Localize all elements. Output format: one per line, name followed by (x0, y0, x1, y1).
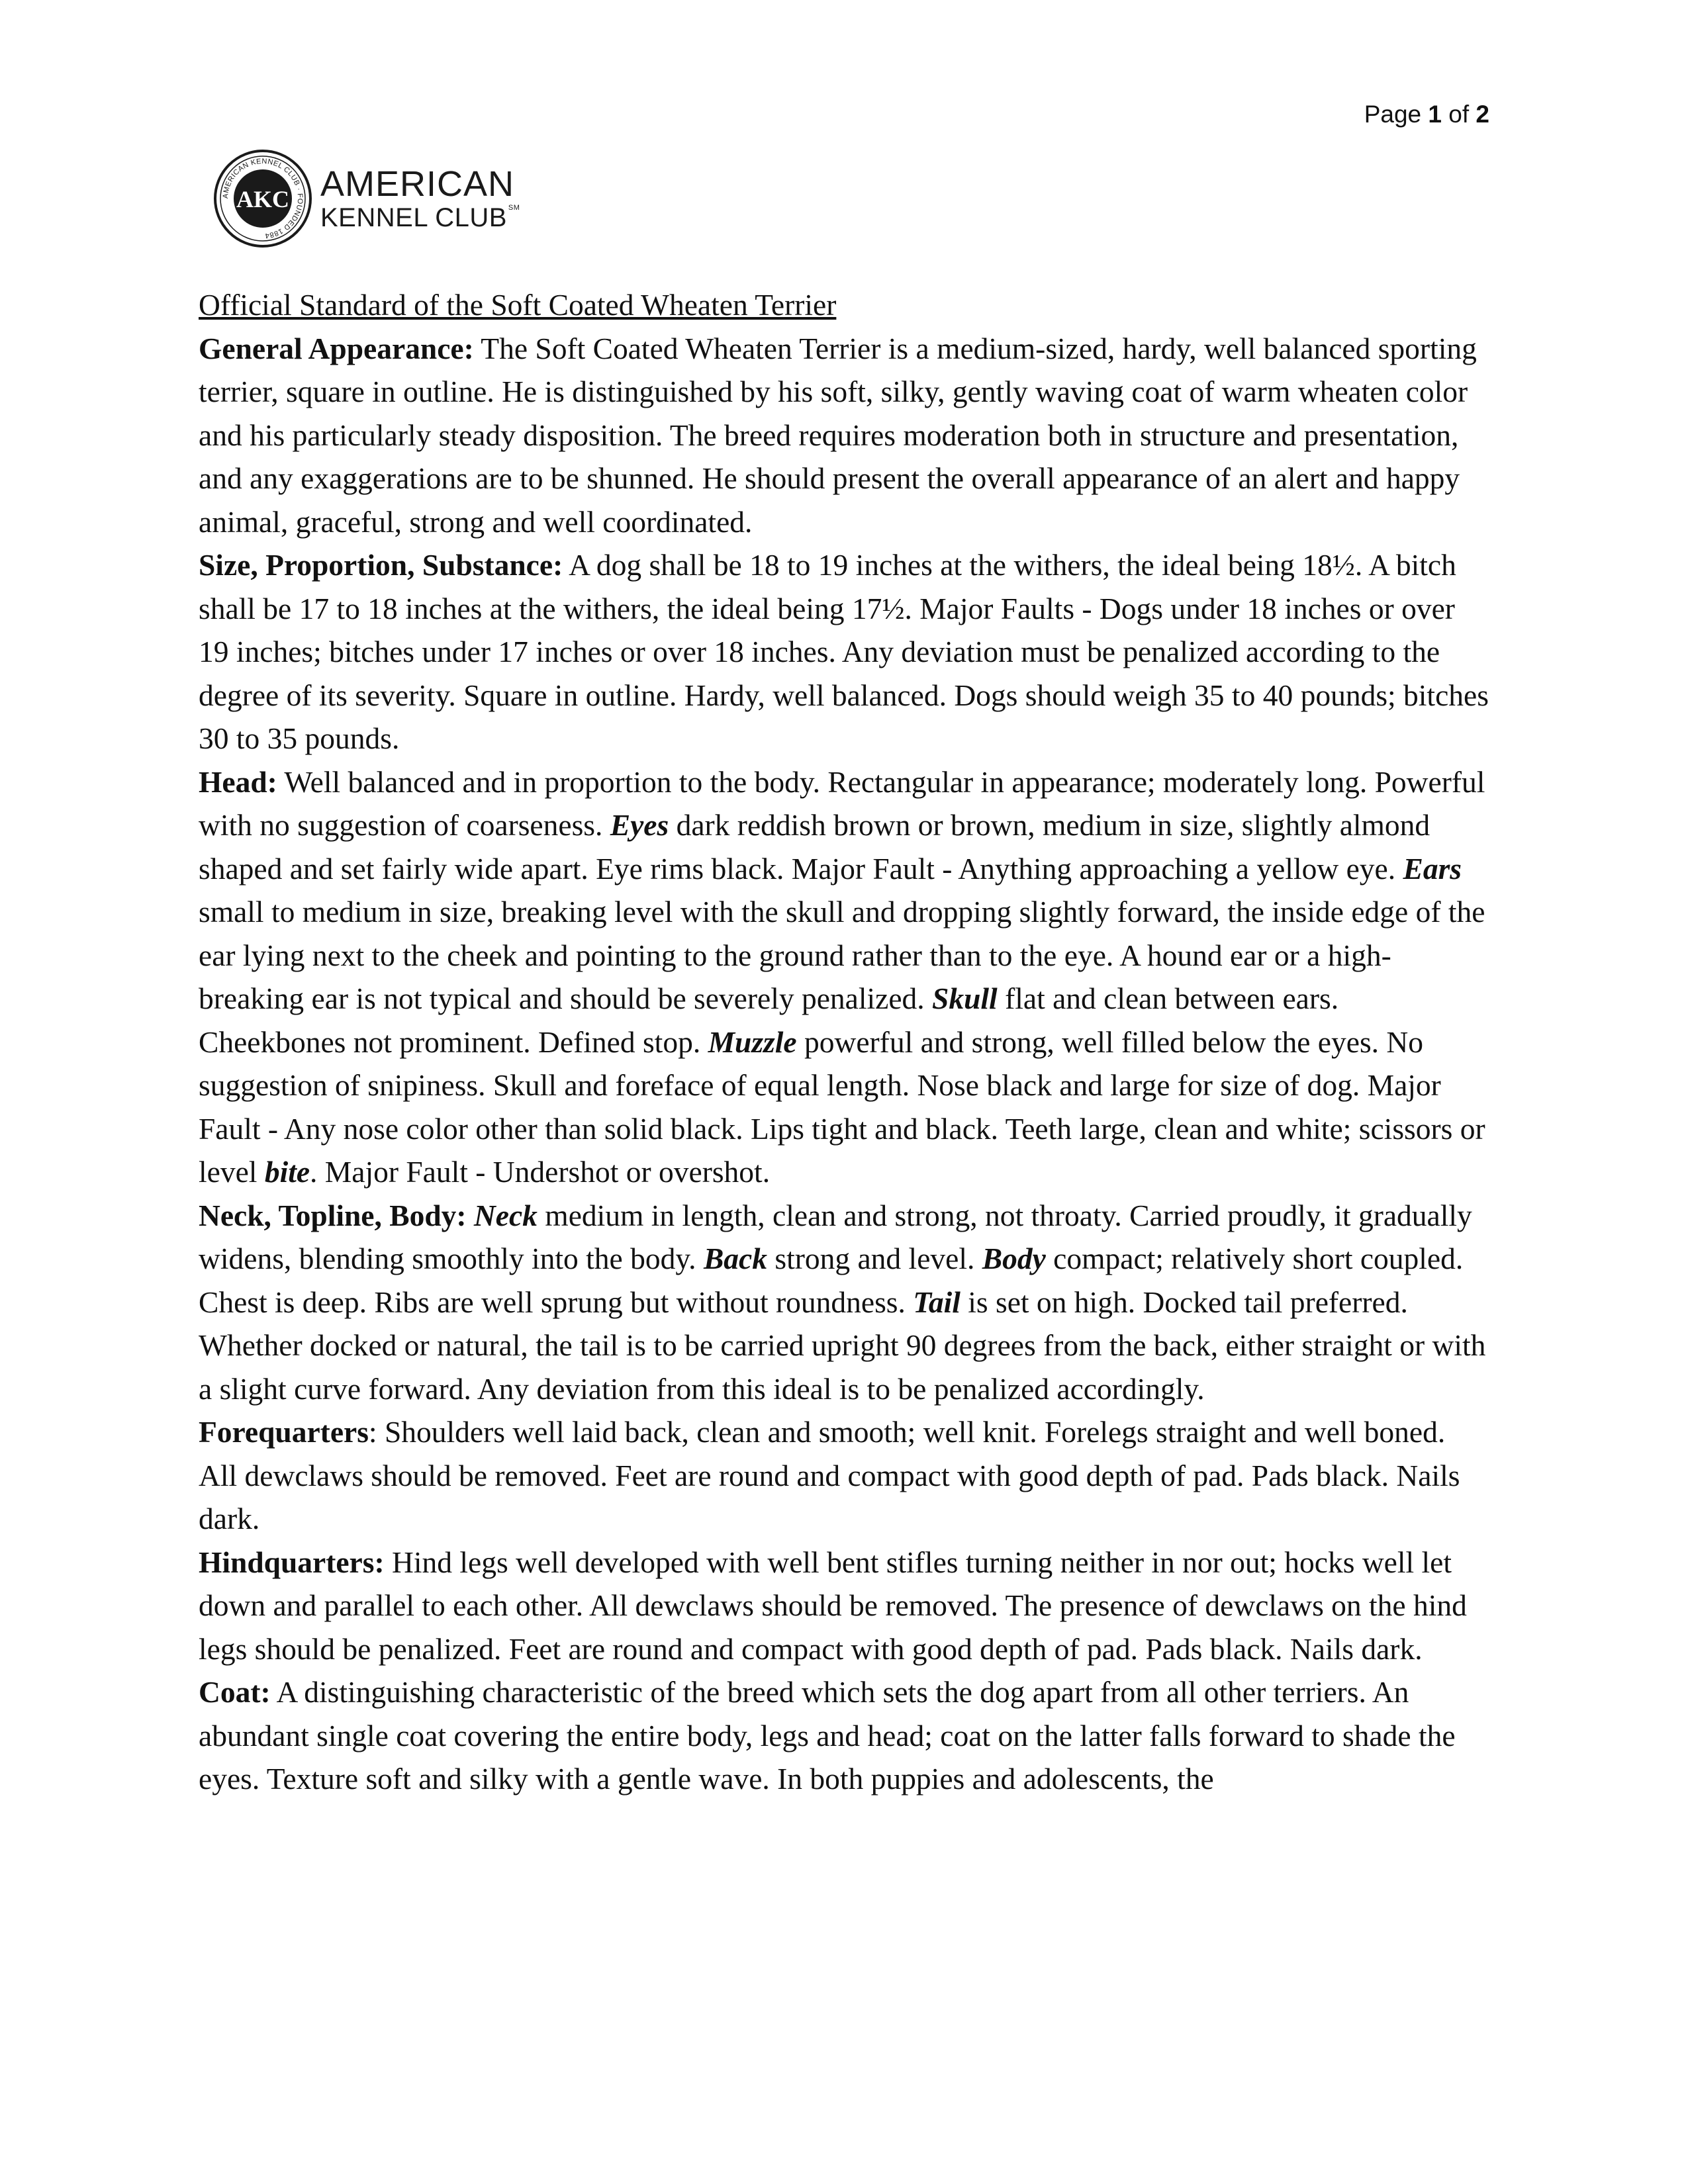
section-heading: Coat: (199, 1675, 271, 1709)
section-heading: Neck, Topline, Body: (199, 1198, 467, 1232)
section-size-proportion-substance: Size, Proportion, Substance: A dog shall be 18 to 19 inches at the withers, the ideal being 18½. A bitch shall be 17 to 18 inches at the withers, the ideal being 17½. Major Faults - Dogs under 18 inches or over 19 inches; bitches under 17 inches or over 18 inches. Any deviation must be penalized according to the degree of its severity. Square in outline. Hardy, well balanced. Dogs should weigh 35 to 40 pounds; bitches 30 to 35 pounds. (199, 548, 1489, 755)
logo-name-line2: KENNEL CLUB ℠ (320, 203, 520, 232)
page-number: Page 1 of 2 (1364, 101, 1489, 128)
standard-document (199, 283, 1489, 1801)
section-heading: Hindquarters: (199, 1545, 385, 1579)
section-general-appearance: General Appearance: The Soft Coated Wheaten Terrier is a medium-sized, hardy, well balanced sporting terrier, square in outline. He is distinguished by his soft, silky, gently waving coat of warm wheaten color and his particularly steady disposition. The breed requires moderation both in structure and presentation, and any exaggerations are to be shunned. He should present the overall appearance of an alert and happy animal, graceful, strong and well coordinated. (199, 331, 1477, 539)
akc-seal-icon (213, 149, 312, 248)
section-coat: Coat: A distinguishing characteristic of the breed which sets the dog apart from all other terriers. An abundant single coat covering the entire body, legs and head; coat on the latter falls forward to shade the eyes. Texture soft and silky with a gentle wave. In both puppies and adolescents, the (199, 1675, 1456, 1796)
section-heading: Forequarters (199, 1415, 369, 1449)
akc-logo (213, 149, 520, 248)
document-title: Official Standard of the Soft Coated Wheaten Terrier (199, 288, 837, 322)
term-neck: Neck (473, 1198, 538, 1232)
svg-text:AMERICAN KENNEL CLUB · FOUNDED: AMERICAN KENNEL CLUB · FOUNDED 1884 (221, 157, 305, 240)
section-neck-topline-body: Neck, Topline, Body: Neck medium in length, clean and strong, not throaty. Carried proudly, it gradually widens, blending smoothly into the body. Back strong and level. Body compact; relatively short coupled. Chest is deep. Ribs are well sprung but without roundness. Tail is set on high. Docked tail preferred. Whether docked or natural, the tail is to be carried upright 90 degrees from the back, either straight or with a slight curve forward. Any deviation from this ideal is to be penalized accordingly. (199, 1198, 1486, 1406)
section-heading: Size, Proportion, Substance: (199, 548, 563, 582)
term-body: Body (982, 1242, 1046, 1275)
section-head: Head: Well balanced and in proportion to the body. Rectangular in appearance; moderately long. Powerful with no suggestion of coarseness. Eyes dark reddish brown or brown, medium in size, slightly almond shaped and set fairly wide apart. Eye rims black. Major Fault - Anything approaching a yellow eye. Ears small to medium in size, breaking level with the skull and dropping slightly forward, the inside edge of the ear lying next to the cheek and pointing to the ground rather than to the eye. A hound ear or a high-breaking ear is not typical and should be severely penalized. Skull flat and clean between ears. Cheekbones not prominent. Defined stop. Muzzle powerful and strong, well filled below the eyes. No suggestion of snipiness. Skull and foreface of equal length. Nose black and large for size of dog. Major Fault - Any nose color other than solid black. Lips tight and black. Teeth large, clean and white; scissors or level bite. Major Fault - Undershot or overshot. (199, 764, 1485, 1189)
section-heading: General Appearance: (199, 331, 474, 365)
term-muzzle: Muzzle (708, 1024, 797, 1059)
term-ears: Ears (1403, 851, 1462, 886)
logo-name-line1: AMERICAN (320, 164, 515, 204)
section-forequarters: Forequarters: Shoulders well laid back, clean and smooth; well knit. Forelegs straight and well boned. All dewclaws should be removed. Feet are round and compact with good depth of pad. Pads black. Nails dark. (199, 1415, 1460, 1535)
term-tail: Tail (913, 1285, 961, 1319)
section-hindquarters: Hindquarters: Hind legs well developed with well bent stifles turning neither in nor out; hocks well let down and parallel to each other. All dewclaws should be removed. The presence of dewclaws on the hind legs should be penalized. Feet are round and compact with good depth of pad. Pads black. Nails dark. (199, 1545, 1467, 1666)
term-back: Back (703, 1242, 767, 1275)
term-eyes: Eyes (610, 808, 669, 842)
term-bite: bite (264, 1155, 310, 1189)
section-heading: Head: (199, 764, 277, 799)
svg-text:AKC: AKC (236, 186, 289, 212)
term-skull: Skull (932, 981, 998, 1015)
